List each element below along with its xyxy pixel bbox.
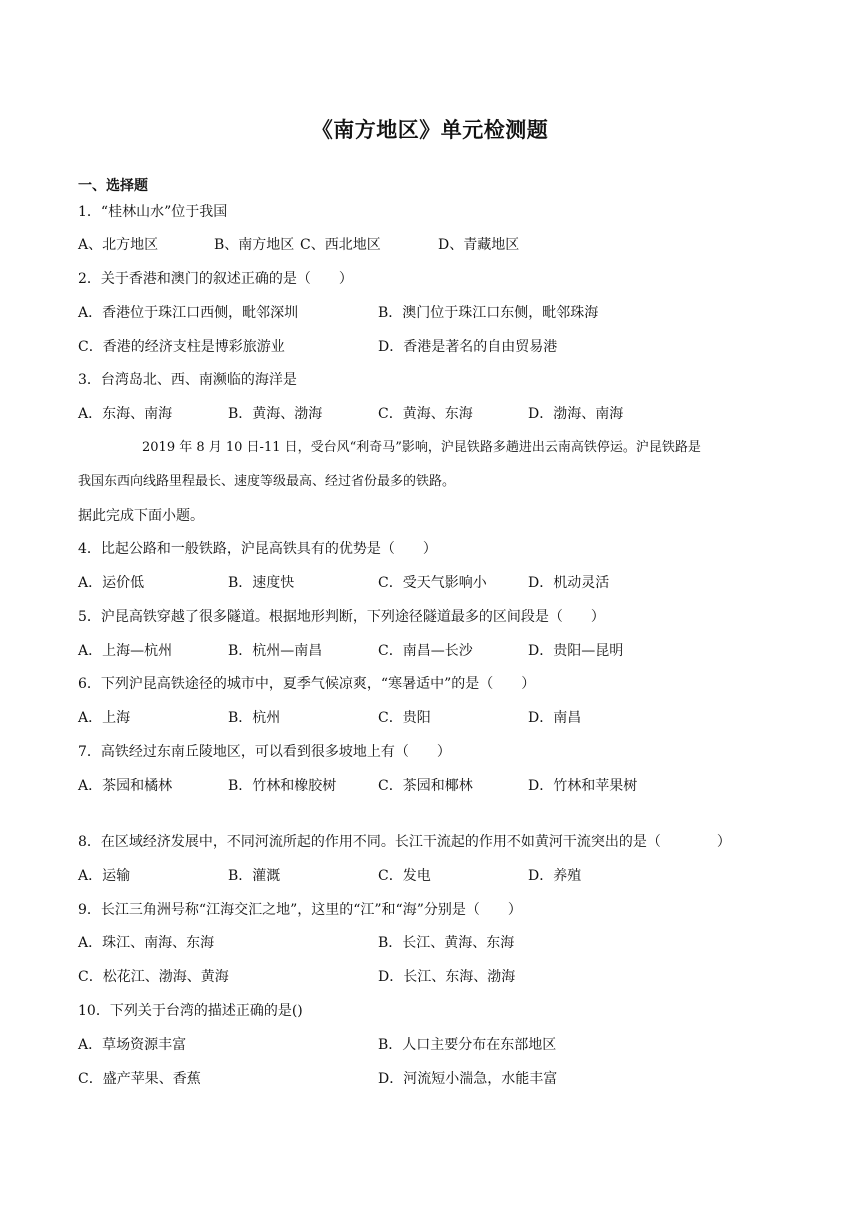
q6-option-a: A．上海 <box>78 710 131 726</box>
q2-option-b: B．澳门位于珠江口东侧，毗邻珠海 <box>378 305 599 321</box>
q7-option-c: C．茶园和椰林 <box>378 778 473 794</box>
question-8-stem: 8．在区域经济发展中，不同河流所起的作用不同。长江干流起的作用不如黄河干流突出的是（ ） <box>78 834 731 850</box>
q1-option-d: D、青藏地区 <box>438 237 520 253</box>
q5-option-c: C．南昌—长沙 <box>378 643 473 659</box>
q10-option-a: A．草场资源丰富 <box>78 1037 187 1053</box>
q6-option-d: D．南昌 <box>528 710 582 726</box>
q9-option-d: D．长江、东海、渤海 <box>378 969 516 985</box>
q1-option-b: B、南方地区 <box>214 237 295 253</box>
q10-option-d: D．河流短小湍急，水能丰富 <box>378 1071 558 1087</box>
question-6-stem: 6．下列沪昆高铁途径的城市中，夏季气候凉爽，“寒暑适中”的是（ ） <box>78 676 536 692</box>
document-title: 《南方地区》单元检测题 <box>311 118 549 142</box>
q9-option-c: C．松花江、渤海、黄海 <box>78 969 229 985</box>
q4-option-a: A．运价低 <box>78 575 145 591</box>
q4-option-d: D．机动灵活 <box>528 575 610 591</box>
question-3-stem: 3．台湾岛北、西、南濒临的海洋是 <box>78 372 297 388</box>
q3-option-c: C．黄海、东海 <box>378 406 473 422</box>
question-5-stem: 5．沪昆高铁穿越了很多隧道。根据地形判断，下列途径隧道最多的区间段是（ ） <box>78 609 605 625</box>
q5-option-a: A．上海—杭州 <box>78 643 173 659</box>
q2-option-c: C．香港的经济支柱是博彩旅游业 <box>78 339 285 355</box>
question-2-stem: 2．关于香港和澳门的叙述正确的是（ ） <box>78 271 353 287</box>
question-1-stem: 1．“桂林山水”位于我国 <box>78 204 228 220</box>
question-9-stem: 9．长江三角洲号称“江海交汇之地”，这里的“江”和“海”分别是（ ） <box>78 902 522 918</box>
q6-option-c: C．贵阳 <box>378 710 431 726</box>
q5-option-b: B．杭州—南昌 <box>228 643 323 659</box>
q4-option-b: B．速度快 <box>228 575 295 591</box>
q8-option-c: C．发电 <box>378 868 431 884</box>
section-heading: 一、选择题 <box>78 178 148 194</box>
q6-option-b: B．杭州 <box>228 710 281 726</box>
passage-line-1: 2019 年 8 月 10 日-11 日，受台风“利奇马”影响，沪昆铁路多趟进出云南高铁停运。沪昆铁路是 <box>142 440 701 455</box>
q4-option-c: C．受天气影响小 <box>378 575 487 591</box>
q8-option-b: B．灌溉 <box>228 868 281 884</box>
q10-option-c: C．盛产苹果、香蕉 <box>78 1071 201 1087</box>
q7-option-b: B．竹林和橡胶树 <box>228 778 337 794</box>
q2-option-a: A．香港位于珠江口西侧，毗邻深圳 <box>78 305 299 321</box>
q1-option-c: C、西北地区 <box>300 237 381 253</box>
q8-option-d: D．养殖 <box>528 868 582 884</box>
question-4-stem: 4．比起公路和一般铁路，沪昆高铁具有的优势是（ ） <box>78 541 437 557</box>
question-7-stem: 7．高铁经过东南丘陵地区，可以看到很多坡地上有（ ） <box>78 744 451 760</box>
q3-option-b: B．黄海、渤海 <box>228 406 323 422</box>
q8-option-a: A．运输 <box>78 868 131 884</box>
q10-option-b: B．人口主要分布在东部地区 <box>378 1037 557 1053</box>
q3-option-d: D．渤海、南海 <box>528 406 624 422</box>
q1-option-a: A、北方地区 <box>78 237 159 253</box>
passage-instruction: 据此完成下面小题。 <box>78 508 204 524</box>
q9-option-b: B．长江、黄海、东海 <box>378 935 515 951</box>
q7-option-d: D．竹林和苹果树 <box>528 778 638 794</box>
q5-option-d: D．贵阳—昆明 <box>528 643 624 659</box>
passage-line-2: 我国东西向线路里程最长、速度等级最高、经过省份最多的铁路。 <box>78 474 456 489</box>
q9-option-a: A．珠江、南海、东海 <box>78 935 215 951</box>
q7-option-a: A．茶园和橘林 <box>78 778 173 794</box>
q3-option-a: A．东海、南海 <box>78 406 173 422</box>
q2-option-d: D．香港是著名的自由贸易港 <box>378 339 558 355</box>
question-10-stem: 10．下列关于台湾的描述正确的是() <box>78 1003 303 1019</box>
